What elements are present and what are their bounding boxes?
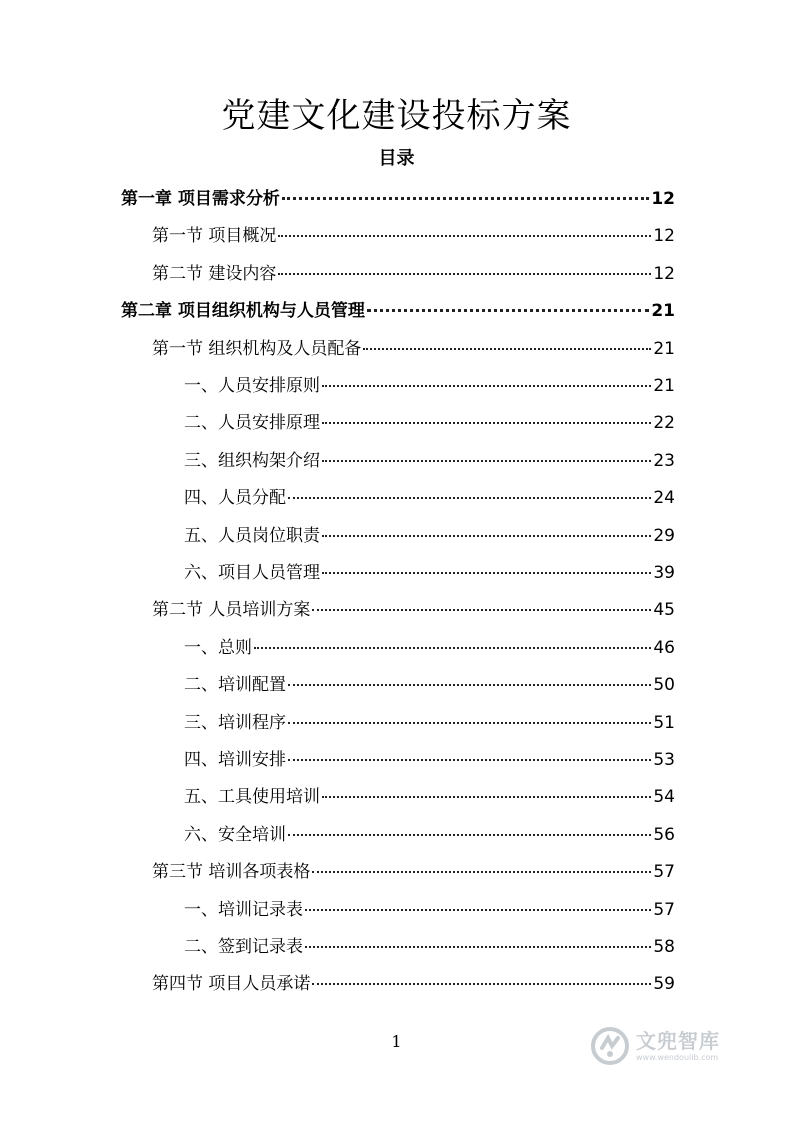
toc-entry-label: 第一节 项目概况 [152, 226, 277, 247]
toc-entry-page: 21 [651, 301, 675, 322]
toc-dot-leader [305, 909, 651, 911]
toc-entry-label: 第二节 人员培训方案 [152, 600, 311, 621]
toc-entry-page: 58 [653, 937, 675, 957]
toc-dot-leader [322, 422, 651, 424]
toc-entry-label: 一、培训记录表 [184, 899, 303, 920]
toc-entry[interactable] [184, 745, 675, 775]
toc-entry-label: 一、人员安排原则 [184, 376, 320, 396]
toc-entry-label: 第一章 项目需求分析 [121, 189, 280, 209]
page-number: 1 [391, 1032, 402, 1051]
toc-dot-leader [367, 309, 649, 312]
toc-entry-page: 21 [653, 376, 675, 396]
toc-entry-page: 45 [653, 600, 675, 621]
toc-entry-label: 第一节 组织机构及人员配备 [152, 338, 362, 359]
toc-entry[interactable] [184, 371, 675, 401]
wendou-logo-icon [590, 1026, 630, 1066]
toc-entry-page: 23 [653, 450, 675, 471]
toc-entry-page: 12 [651, 189, 675, 209]
toc-dot-leader [288, 684, 651, 686]
toc-entry-page: 12 [653, 263, 675, 284]
toc-entry[interactable] [152, 857, 675, 887]
toc-entry-page: 57 [653, 862, 675, 883]
toc-dot-leader [312, 609, 651, 611]
toc-entry-label: 三、组织构架介绍 [184, 450, 320, 471]
toc-entry[interactable] [152, 259, 675, 289]
toc-entry[interactable] [184, 895, 675, 925]
toc-entry[interactable] [184, 670, 675, 700]
toc-entry-page: 46 [653, 637, 675, 658]
toc-entry-label: 第四节 项目人员承诺 [152, 974, 311, 995]
toc-entry-label: 六、安全培训 [184, 824, 286, 845]
toc-entry-label: 第三节 培训各项表格 [152, 862, 311, 883]
toc-entry-label: 四、人员分配 [184, 488, 286, 509]
toc-dot-leader [322, 460, 651, 462]
toc-entry[interactable] [121, 184, 675, 214]
toc-entry[interactable] [184, 408, 675, 438]
toc-dot-leader [322, 535, 651, 537]
toc-entry-label: 二、签到记录表 [184, 937, 303, 957]
watermark-name: 文兜智库 [636, 1028, 720, 1053]
document-title: 党建文化建设投标方案 [221, 96, 572, 136]
toc-entry-page: 56 [653, 824, 675, 845]
toc-dot-leader [322, 572, 651, 574]
toc-dot-leader [282, 197, 649, 200]
toc-entry-page: 29 [653, 525, 675, 546]
toc-dot-leader [322, 385, 651, 387]
toc-entry[interactable] [184, 483, 675, 513]
toc-entry[interactable] [152, 221, 675, 251]
watermark-url: www.wendoulib.com [636, 1052, 719, 1062]
toc-entry[interactable] [184, 782, 675, 812]
toc-entry-page: 12 [653, 226, 675, 247]
toc-entry-page: 54 [653, 787, 675, 808]
toc-entry-label: 五、工具使用培训 [184, 787, 320, 808]
toc-entry[interactable] [152, 969, 675, 999]
toc-entry-label: 六、项目人员管理 [184, 563, 320, 583]
toc-entry[interactable] [152, 334, 675, 364]
toc-entry-page: 50 [653, 675, 675, 696]
toc-dot-leader [254, 647, 651, 649]
toc-entry-page: 59 [653, 974, 675, 995]
toc-dot-leader [312, 871, 651, 873]
toc-entry-label: 一、总则 [184, 637, 252, 658]
toc-dot-leader [322, 796, 651, 798]
toc-dot-leader [312, 983, 651, 985]
toc-dot-leader [278, 273, 651, 275]
toc-entry-label: 第二节 建设内容 [152, 263, 277, 284]
toc-entry[interactable] [184, 633, 675, 663]
toc-dot-leader [278, 235, 651, 237]
toc-dot-leader [288, 722, 651, 724]
toc-entry[interactable] [184, 521, 675, 551]
toc-entry[interactable] [184, 708, 675, 738]
toc-entry[interactable] [184, 558, 675, 588]
toc-entry[interactable] [184, 446, 675, 476]
toc-entry-label: 二、培训配置 [184, 675, 286, 696]
toc-entry-page: 57 [653, 899, 675, 920]
toc-entry[interactable] [184, 820, 675, 850]
toc-dot-leader [305, 946, 651, 948]
toc-entry-label: 二、人员安排原理 [184, 413, 320, 434]
toc-heading: 目录 [378, 148, 415, 169]
toc-entry[interactable] [152, 595, 675, 625]
toc-entry-label: 四、培训安排 [184, 750, 286, 770]
toc-entry-page: 24 [653, 488, 675, 509]
watermark [590, 1022, 760, 1070]
toc-entry-label: 第二章 项目组织机构与人员管理 [121, 301, 365, 322]
toc-entry-page: 53 [653, 750, 675, 770]
toc-entry-label: 三、培训程序 [184, 712, 286, 733]
toc-entry[interactable] [121, 296, 675, 326]
toc-dot-leader [288, 834, 651, 836]
toc-dot-leader [363, 348, 651, 350]
toc-entry[interactable] [184, 932, 675, 962]
toc-entry-page: 39 [653, 563, 675, 583]
toc-dot-leader [288, 759, 651, 761]
toc-entry-page: 51 [653, 712, 675, 733]
toc-entry-page: 22 [653, 413, 675, 434]
toc-entry-label: 五、人员岗位职责 [184, 525, 320, 546]
toc-entry-page: 21 [653, 338, 675, 359]
toc-dot-leader [288, 497, 651, 499]
